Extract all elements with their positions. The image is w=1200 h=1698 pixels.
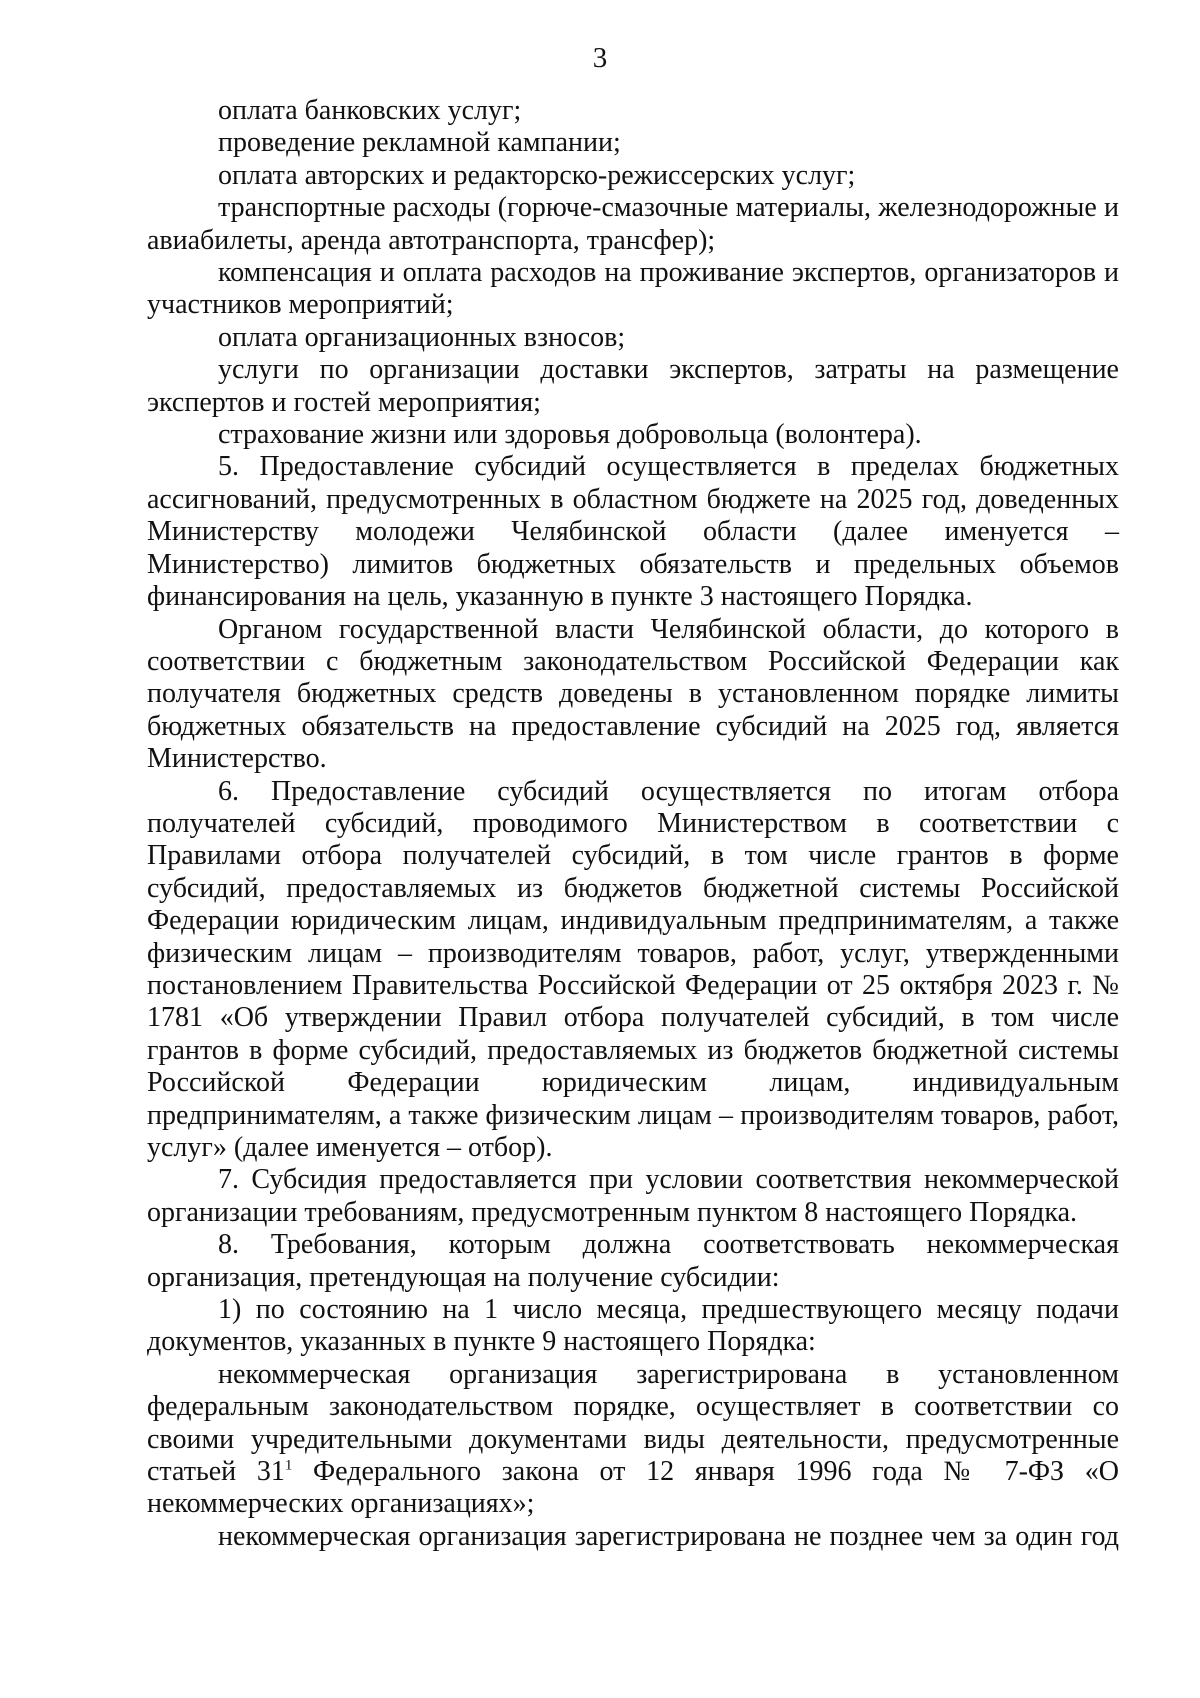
document-body: [147, 95, 1119, 1553]
list-item-bank-services: оплата банковских услуг;: [218, 95, 522, 126]
article-superscript: 1: [284, 1457, 293, 1474]
list-item-accommodation: компенсация и оплата расходов на проживание экспертов, организаторов и участников мероприятий;: [147, 257, 1119, 321]
clause-8-item-1: 1) по состоянию на 1 число месяца, предшествующего месяцу подачи документов, указанных в пункте 9 настоящего Порядка:: [147, 1294, 1119, 1358]
registration-text-end: Федерального закона от 12 января 1996 года № 7-ФЗ «О некоммерческих организациях»;: [147, 1456, 1119, 1520]
clause-6: 6. Предоставление субсидий осуществляется по итогам отбора получателей субсидий, проводимого Министерством в соответствии с Правилами отбора получателей субсидий, в том числе грантов в форме субсидий, предоставляемых из бюджетов бюджетной системы Российской Федерации юридическим лицам, индивидуальным предпринимателям, а также физическим лицам – производителям товаров, работ, услуг, утвержденными постановлением Правительства Российской Федерации от 25 октября 2023 г. № 1781 «Об утверждении Правил отбора получателей субсидий, в том числе грантов в форме субсидий, предоставляемых из бюджетов бюджетной системы Российской Федерации юридическим лицам, индивидуальным предпринимателям, а также физическим лицам – производителям товаров, работ, услуг» (далее именуется – отбор).: [147, 775, 1119, 1163]
list-item-author-services: оплата авторских и редакторско-режиссерских услуг;: [218, 159, 856, 191]
registration-text-start: некоммерческая организация зарегистрирована в установленном федеральным законодательством порядке, осуществляет в соответствии со своими учредительными документами виды деятельности, предусмотренные статьей 31: [147, 1358, 1119, 1488]
list-item-volunteer-insurance: страхование жизни или здоровья добровольца (волонтера).: [218, 419, 922, 451]
clause-8: 8. Требования, которым должна соответствовать некоммерческая организация, претендующая на получение субсидии:: [147, 1229, 1119, 1293]
clause-5: 5. Предоставление субсидий осуществляется в пределах бюджетных ассигнований, предусмотренных в областном бюджете на 2025 год, доведенных Министерству молодежи Челябинской области (далее именуется – Министерство) лимитов бюджетных обязательств и предельных объемов финансирования на цель, указанную в пункте 3 настоящего Порядка.: [147, 451, 1119, 613]
clause-8-registration-deadline: некоммерческая организация зарегистрирована не позднее чем за один год: [218, 1520, 1119, 1552]
list-item-advertising: проведение рекламной кампании;: [218, 127, 621, 159]
clause-8-registration: [147, 1359, 1119, 1521]
list-item-organizational-fees: оплата организационных взносов;: [218, 321, 626, 353]
clause-7: 7. Субсидия предоставляется при условии соответствия некоммерческой организации требованиям, предусмотренным пунктом 8 настоящего Порядка.: [147, 1164, 1119, 1228]
page-number: 3: [592, 42, 608, 74]
list-item-expert-delivery: услуги по организации доставки экспертов, затраты на размещение экспертов и гостей мероприятия;: [147, 354, 1119, 418]
list-item-transport-expenses: транспортные расходы (горюче-смазочные материалы, железнодорожные и авиабилеты, аренда автотранспорта, трансфер);: [147, 192, 1119, 256]
clause-5-authority: Органом государственной власти Челябинской области, до которого в соответствии с бюджетным законодательством Российской Федерации как получателя бюджетных средств доведены в установленном порядке лимиты бюджетных обязательств на предоставление субсидий на 2025 год, является Министерство.: [147, 613, 1119, 775]
